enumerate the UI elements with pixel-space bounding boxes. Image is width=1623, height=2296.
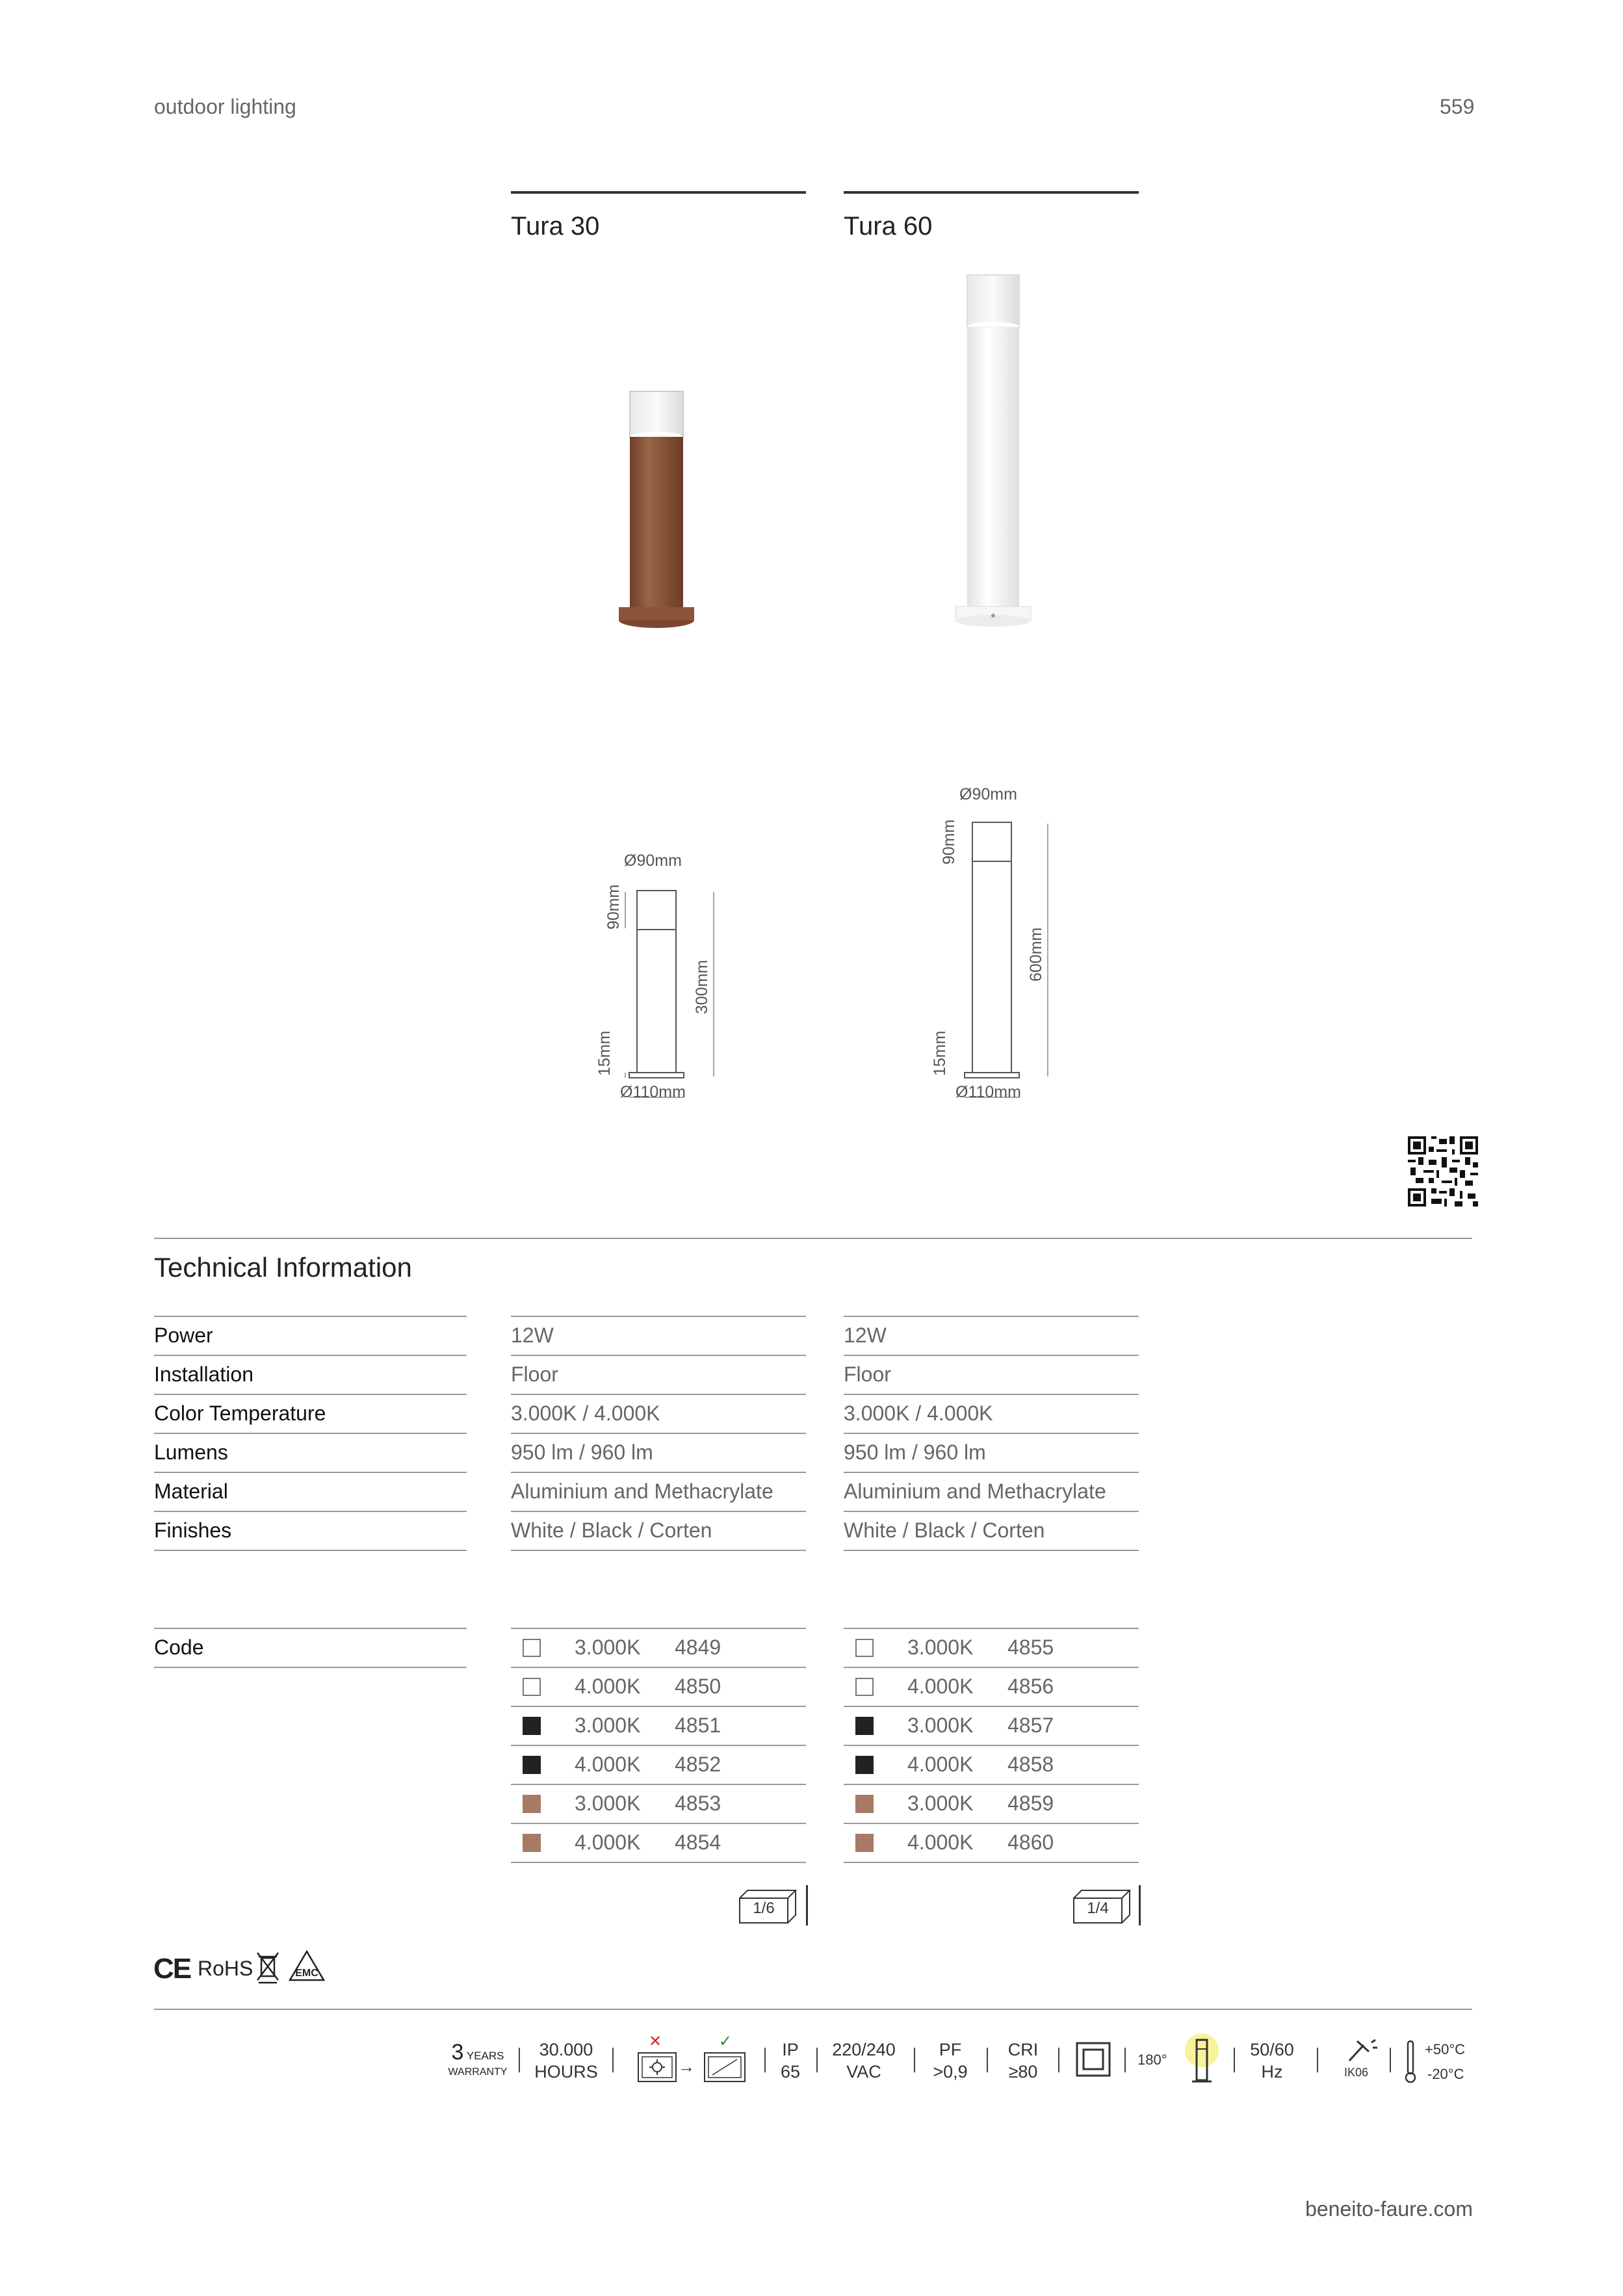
dim-diameter-base-tura30: Ø110mm	[620, 1083, 686, 1101]
tura30-finishes: White / Black / Corten	[511, 1511, 806, 1551]
tech-label-material: Material	[154, 1472, 467, 1512]
tura30-material: Aluminium and Methacrylate	[511, 1472, 806, 1512]
feature-separator	[764, 2048, 766, 2072]
dim-diameter-base-tura60: Ø110mm	[955, 1083, 1021, 1101]
beam-angle: 180°	[1137, 2052, 1167, 2068]
product-title-tura30: Tura 30	[511, 212, 600, 241]
finish-swatch-black	[523, 1717, 541, 1735]
thermometer-icon	[1403, 2039, 1418, 2084]
tech-label-power: Power	[154, 1316, 467, 1356]
warranty-number: 3	[451, 2040, 464, 2065]
section-divider	[154, 1238, 1472, 1239]
tura60-power: 12W	[844, 1316, 1139, 1356]
section-label: outdoor lighting	[154, 95, 296, 118]
code-row: 3.000K 4857	[844, 1706, 1139, 1746]
features-divider	[154, 2009, 1472, 2010]
replaceable-light-source-icon	[633, 2033, 750, 2087]
svg-text:✓: ✓	[718, 2033, 733, 2050]
code-row: 3.000K 4849	[511, 1628, 806, 1668]
tura60-finishes: White / Black / Corten	[844, 1511, 1139, 1551]
warranty-label: WARRANTY	[448, 2067, 508, 2078]
ik-rating: IK06	[1344, 2066, 1369, 2079]
finish-swatch-corten	[523, 1795, 541, 1813]
finish-swatch-white	[523, 1678, 541, 1696]
ce-mark: CE	[153, 1953, 191, 1985]
product-image-tura60	[948, 270, 1039, 640]
tech-label-finishes: Finishes	[154, 1511, 467, 1551]
ip-rating: IP 65	[780, 2040, 801, 2081]
voltage-rating: 220/240 VAC	[832, 2040, 896, 2081]
frequency-rating: 50/60 Hz	[1250, 2040, 1294, 2081]
dim-height-tura30: 300mm	[693, 959, 711, 1014]
code-label: Code	[154, 1628, 467, 1668]
feature-separator	[1058, 2048, 1059, 2072]
product-image-tura30	[611, 384, 702, 637]
dim-base-height-tura60: 15mm	[931, 1030, 949, 1076]
finish-swatch-black	[855, 1756, 874, 1774]
finish-swatch-white	[855, 1639, 874, 1657]
feature-separator	[1390, 2048, 1391, 2072]
tura30-installation: Floor	[511, 1355, 806, 1395]
dim-diameter-top-tura60: Ø90mm	[959, 785, 1017, 803]
code-row: 4.000K 4852	[511, 1745, 806, 1785]
tech-label-color-temperature: Color Temperature	[154, 1394, 467, 1434]
finish-swatch-black	[523, 1756, 541, 1774]
feature-separator	[519, 2048, 520, 2072]
code-row: 3.000K 4851	[511, 1706, 806, 1746]
qr-code[interactable]	[1408, 1136, 1478, 1207]
feature-separator	[816, 2048, 818, 2072]
feature-separator	[987, 2048, 988, 2072]
tech-label-lumens: Lumens	[154, 1433, 467, 1473]
product-title-tura60: Tura 60	[844, 212, 933, 241]
temperature-max: +50°C	[1425, 2041, 1466, 2057]
dim-cap-height-tura60: 90mm	[940, 819, 958, 865]
code-row: 4.000K 4850	[511, 1667, 806, 1707]
dim-cap-height-tura30: 90mm	[604, 884, 623, 930]
code-row: 4.000K 4858	[844, 1745, 1139, 1785]
tura30-power: 12W	[511, 1316, 806, 1356]
code-row: 3.000K 4855	[844, 1628, 1139, 1668]
pack-divider	[806, 1885, 808, 1925]
code-row: 4.000K 4860	[844, 1823, 1139, 1863]
feature-separator	[1317, 2048, 1318, 2072]
svg-text:EMC: EMC	[295, 1968, 318, 1979]
class-ii-insulation-icon	[1075, 2041, 1111, 2078]
dim-diameter-top-tura30: Ø90mm	[624, 852, 682, 870]
svg-text:✕: ✕	[648, 2033, 662, 2050]
tura30-color-temperature: 3.000K / 4.000K	[511, 1394, 806, 1434]
finish-swatch-white	[523, 1639, 541, 1657]
code-row: 3.000K 4853	[511, 1784, 806, 1824]
pack-quantity-tura60: 1/4	[1087, 1899, 1109, 1917]
impact-hammer-icon	[1347, 2039, 1379, 2065]
finish-swatch-white	[855, 1678, 874, 1696]
tura60-lumens: 950 lm / 960 lm	[844, 1433, 1139, 1473]
finish-swatch-corten	[855, 1795, 874, 1813]
finish-swatch-black	[855, 1717, 874, 1735]
lifetime-hours: 30.000 HOURS	[534, 2040, 598, 2081]
cri-rating: CRI ≥80	[1007, 2040, 1039, 2081]
pack-quantity-tura30: 1/6	[753, 1899, 775, 1917]
tech-info-title: Technical Information	[154, 1252, 412, 1283]
dim-height-tura60: 600mm	[1027, 927, 1045, 982]
warranty-years: YEARS	[466, 2050, 504, 2062]
code-row: 4.000K 4856	[844, 1667, 1139, 1707]
tech-label-installation: Installation	[154, 1355, 467, 1395]
warranty-badge	[439, 2040, 516, 2078]
feature-separator	[1124, 2048, 1126, 2072]
tura60-material: Aluminium and Methacrylate	[844, 1472, 1139, 1512]
code-row: 3.000K 4859	[844, 1784, 1139, 1824]
weee-bin-icon	[255, 1950, 281, 1984]
tura30-lumens: 950 lm / 960 lm	[511, 1433, 806, 1473]
dim-base-height-tura30: 15mm	[595, 1030, 614, 1076]
rohs-mark: RoHS	[198, 1957, 253, 1980]
bollard-light-icon	[1179, 2028, 1225, 2087]
temperature-min: -20°C	[1427, 2066, 1464, 2082]
feature-separator	[1234, 2048, 1235, 2072]
title-rule-tura30	[511, 191, 806, 194]
title-rule-tura60	[844, 191, 1139, 194]
svg-text:→: →	[678, 2057, 695, 2076]
pack-divider	[1139, 1885, 1141, 1925]
tura60-color-temperature: 3.000K / 4.000K	[844, 1394, 1139, 1434]
feature-separator	[914, 2048, 915, 2072]
feature-separator	[612, 2048, 614, 2072]
tura60-installation: Floor	[844, 1355, 1139, 1395]
website-link[interactable]: beneito-faure.com	[1305, 2197, 1473, 2221]
page-number: 559	[1440, 95, 1475, 118]
finish-swatch-corten	[523, 1834, 541, 1852]
enec-icon	[289, 1950, 325, 1983]
code-row: 4.000K 4854	[511, 1823, 806, 1863]
finish-swatch-corten	[855, 1834, 874, 1852]
power-factor: PF >0,9	[933, 2040, 968, 2081]
